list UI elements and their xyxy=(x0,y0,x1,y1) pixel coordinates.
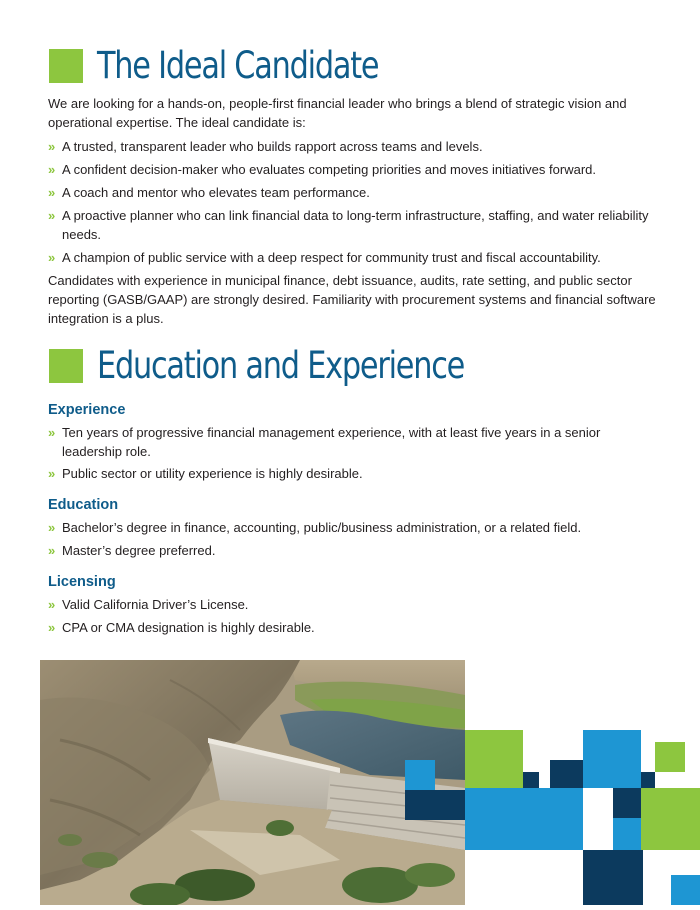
education-heading: Education xyxy=(48,497,119,513)
chevron-bullet-icon: » xyxy=(48,208,56,223)
intro-paragraph: We are looking for a hands-on, people-first financial leader who brings a blend of strategic vision and operational expertise. The ideal candidate is: xyxy=(48,96,627,130)
chevron-bullet-icon: » xyxy=(48,597,56,612)
education-experience-header xyxy=(49,344,545,388)
ideal-candidate-header xyxy=(49,44,440,88)
chevron-bullet-icon: » xyxy=(48,250,56,265)
experience-heading: Experience xyxy=(48,402,126,418)
section-title: The Ideal Candidate xyxy=(97,44,379,87)
chevron-bullet-icon: » xyxy=(48,466,56,481)
list-item: » Valid California Driver’s License. xyxy=(48,597,249,612)
chevron-bullet-icon: » xyxy=(48,185,56,200)
list-item: » A proactive planner who can link financial data to long-term infrastructure, staffing, and water reliability needs. xyxy=(48,208,649,242)
dam-photo xyxy=(40,660,465,905)
chevron-bullet-icon: » xyxy=(48,620,56,635)
mosaic-graphic xyxy=(405,730,700,905)
list-item: » A coach and mentor who elevates team performance. xyxy=(48,185,370,200)
dam-illustration xyxy=(40,660,465,905)
section-title: Education and Experience xyxy=(97,344,465,387)
closing-paragraph: Candidates with experience in municipal finance, debt issuance, audits, rate setting, and public sector reporting (GASB/GAAP) are strongly desired. Familiarity with procurement systems and financial software integration is a plus. xyxy=(48,273,656,326)
list-item: » CPA or CMA designation is highly desirable. xyxy=(48,620,315,635)
list-item: » A champion of public service with a deep respect for community trust and fiscal accountability. xyxy=(48,250,601,265)
education-list xyxy=(48,518,660,560)
candidate-bullet-list xyxy=(48,137,660,267)
list-item: » Master’s degree preferred. xyxy=(48,543,216,558)
green-square-icon xyxy=(49,349,83,383)
chevron-bullet-icon: » xyxy=(48,139,56,154)
list-item: » Public sector or utility experience is highly desirable. xyxy=(48,466,363,481)
chevron-bullet-icon: » xyxy=(48,425,56,440)
list-item: » Bachelor’s degree in finance, accounting, public/business administration, or a related field. xyxy=(48,520,582,535)
chevron-bullet-icon: » xyxy=(48,520,56,535)
decorative-mosaic xyxy=(405,730,700,905)
licensing-list xyxy=(48,595,660,637)
education-experience-body xyxy=(48,400,660,637)
list-item: » A confident decision-maker who evaluates competing priorities and moves initiatives forward. xyxy=(48,162,596,177)
experience-list xyxy=(48,423,660,483)
ideal-candidate-body xyxy=(48,94,660,328)
licensing-heading: Licensing xyxy=(48,574,116,590)
chevron-bullet-icon: » xyxy=(48,543,56,558)
list-item: » Ten years of progressive financial management experience, with at least five years in a senior leadership role. xyxy=(48,425,601,459)
chevron-bullet-icon: » xyxy=(48,162,56,177)
list-item: » A trusted, transparent leader who builds rapport across teams and levels. xyxy=(48,139,483,154)
green-square-icon xyxy=(49,49,83,83)
